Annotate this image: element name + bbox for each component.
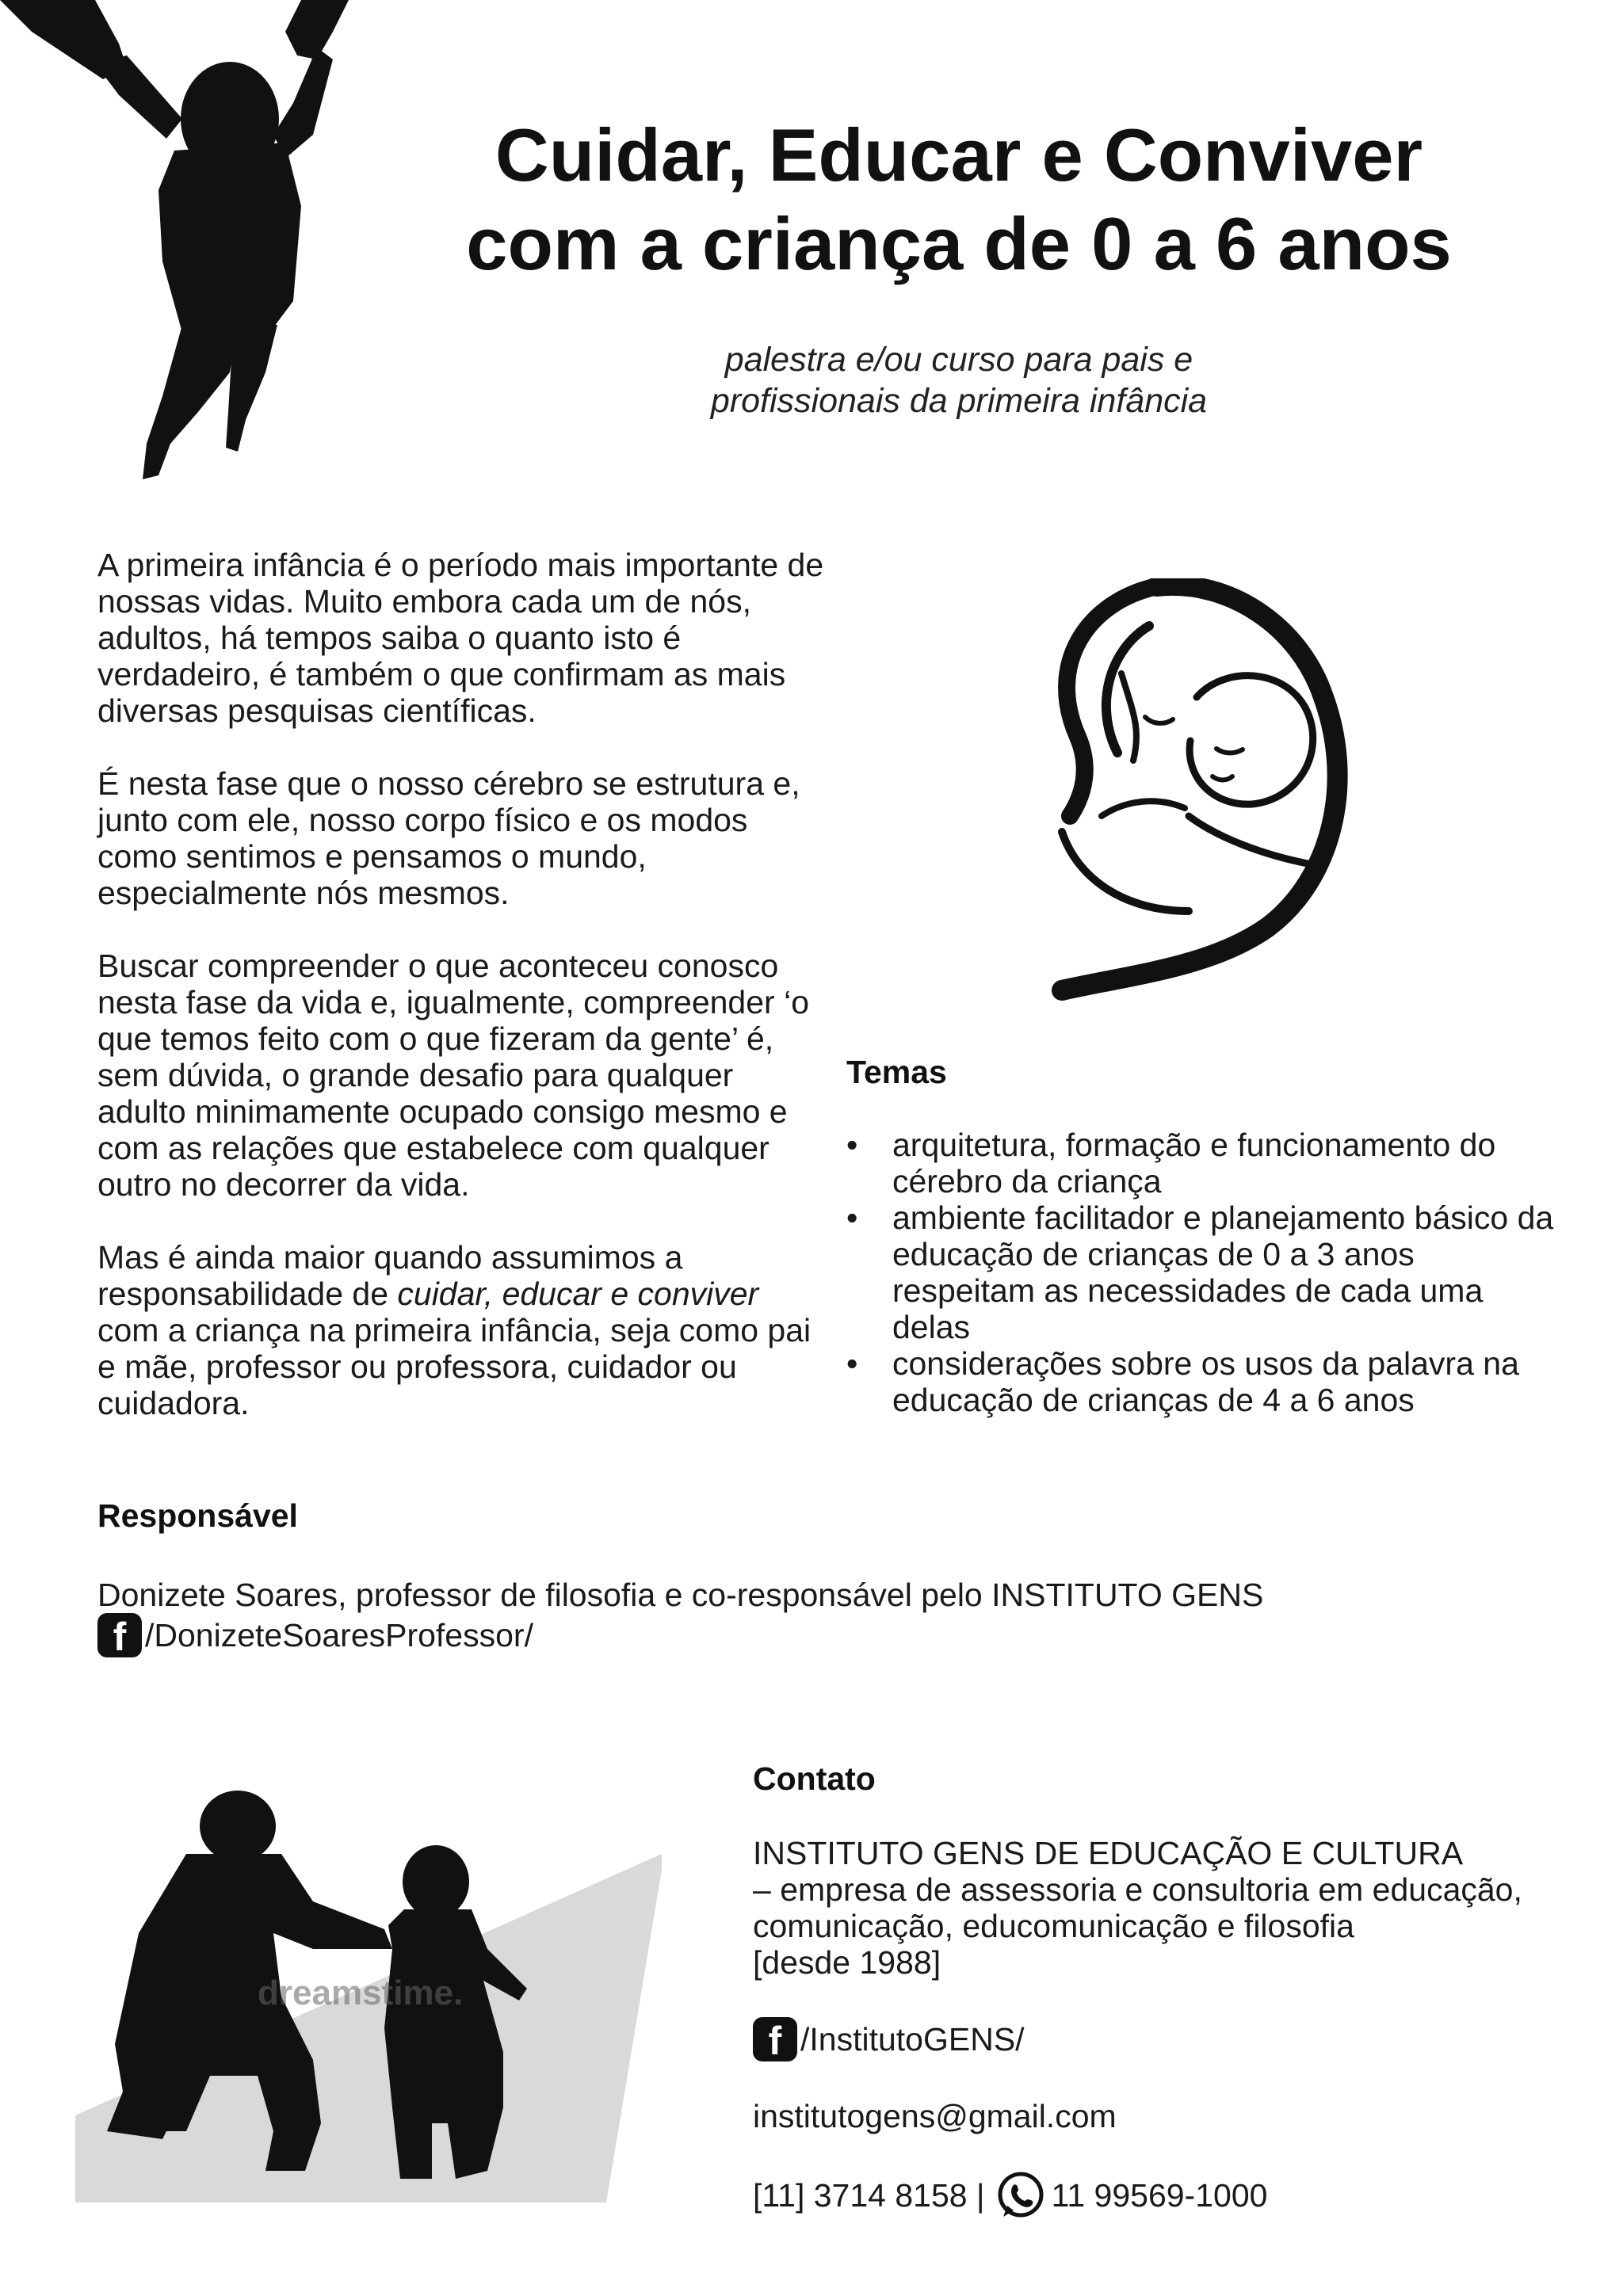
intro-text <box>97 547 827 1458</box>
contato-whatsapp[interactable]: 11 99569-1000 <box>1051 2177 1268 2214</box>
bullet: • <box>846 1127 858 1163</box>
contato-phone-row <box>753 2171 1593 2220</box>
responsavel-facebook-link[interactable] <box>97 1613 1263 1657</box>
contato-info <box>753 1835 1593 2220</box>
intro-p4-before: Mas é ainda maior quando assumimos a responsabilidade de <box>97 1239 683 1312</box>
bullet: • <box>846 1199 858 1236</box>
title-line-2: com a criança de 0 a 6 anos <box>466 202 1452 285</box>
temas-item <box>846 1127 1560 1199</box>
responsavel-name: Donizete Soares, professor de filosofia e co-responsável pelo INSTITUTO GENS <box>97 1577 1264 1613</box>
responsavel-facebook-text: /DonizeteSoaresProfessor/ <box>145 1617 533 1653</box>
temas-heading: Temas <box>846 1054 947 1090</box>
adult-toddler-silhouette <box>75 1791 678 2210</box>
watermark-text: dreamstime. <box>258 1974 464 2012</box>
contato-org-line-4: [desde 1988] <box>753 1944 941 1981</box>
intro-p4-after: com a criança na primeira infância, seja como pai e mãe, professor ou professora, cuidador ou cuidadora. <box>97 1312 812 1421</box>
intro-paragraph-3: Buscar compreender o que aconteceu conosco nesta fase da vida e, igualmente, compreender ‘o que temos feito com o que fizeram da gente’ é, sem dúvida, o grande desafio para qualquer adulto minimamente ocupado consigo mesmo e com as relações que estabelece com qualquer outro no decorrer da vida. <box>97 948 809 1203</box>
facebook-icon: f <box>97 1613 142 1657</box>
temas-item <box>846 1345 1560 1418</box>
contato-org-line-3: comunicação, educomunicação e filosofia <box>753 1908 1354 1944</box>
temas-item-text: ambiente facilitador e planejamento básico da educação de crianças de 0 a 3 anos respeitam as necessidades de cada uma delas <box>892 1199 1554 1345</box>
title-line-1: Cuidar, Educar e Conviver <box>495 113 1423 196</box>
temas-item <box>846 1199 1560 1345</box>
page-subtitle <box>682 339 1236 421</box>
subtitle-line-2: profissionais da primeira infância <box>710 382 1208 420</box>
temas-list <box>846 1127 1560 1418</box>
contato-facebook-link[interactable] <box>753 2017 1593 2061</box>
intro-p4-italic: cuidar, educar e conviver <box>397 1276 759 1312</box>
temas-item-text: considerações sobre os usos da palavra na educação de crianças de 4 a 6 anos <box>892 1345 1519 1418</box>
contato-org-line-1: INSTITUTO GENS DE EDUCAÇÃO E CULTURA <box>753 1835 1464 1871</box>
temas-item-text: arquitetura, formação e funcionamento do cérebro da criança <box>892 1127 1496 1199</box>
intro-paragraph-4 <box>97 1239 827 1421</box>
contato-phone[interactable]: [11] 3714 8158 | <box>753 2177 985 2214</box>
contato-heading: Contato <box>753 1760 876 1797</box>
contato-org-line-2: – empresa de assessoria e consultoria em educação, <box>753 1871 1522 1908</box>
responsavel-info <box>97 1577 1263 1657</box>
intro-paragraph-2: É nesta fase que o nosso cérebro se estrutura e, junto com ele, nosso corpo físico e os modos como sentimos e pensamos o mundo, especialmente nós mesmos. <box>97 765 800 911</box>
bullet: • <box>846 1345 858 1382</box>
child-hanging-silhouette <box>0 0 365 483</box>
contato-facebook-text: /InstitutoGENS/ <box>800 2021 1025 2058</box>
contato-email[interactable]: institutogens@gmail.com <box>753 2098 1117 2134</box>
whatsapp-icon <box>996 2171 1045 2220</box>
responsavel-heading: Responsável <box>97 1497 298 1534</box>
facebook-icon: f <box>753 2017 797 2061</box>
intro-paragraph-1: A primeira infância é o período mais importante de nossas vidas. Muito embora cada um de nós, adultos, há tempos saiba o quanto isto é verdadeiro, é também o que confirmam as mais diversas pesquisas científicas. <box>97 547 824 729</box>
mother-baby-illustration <box>1014 578 1387 1006</box>
page-title <box>412 111 1506 288</box>
subtitle-line-1: palestra e/ou curso para pais e <box>724 341 1193 379</box>
